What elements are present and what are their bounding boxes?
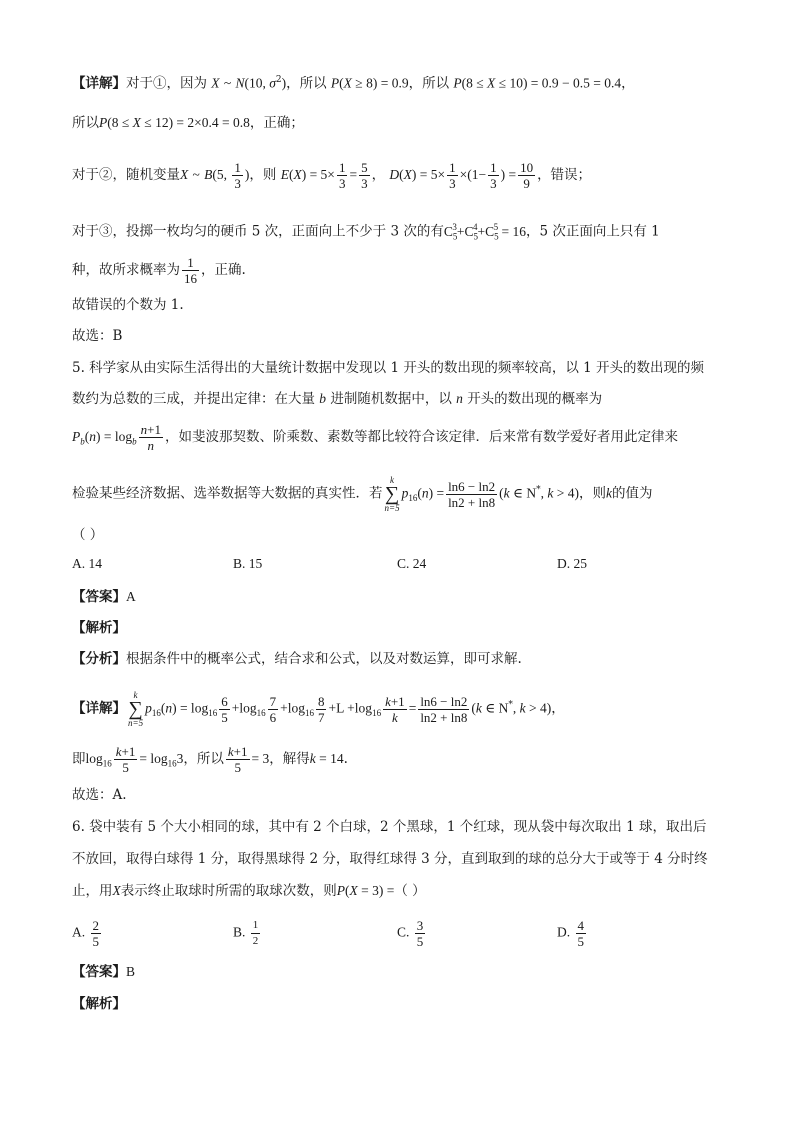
q5-choose: 故选：A.	[72, 787, 127, 803]
q5-fenxi: 【分析】根据条件中的概率公式，结合求和公式，以及对数运算，即可求解.	[72, 651, 522, 667]
q5-jiexi: 【解析】	[72, 620, 126, 636]
q5-line-4: 检验某些经济数据、选举数据等大数据的真实性．若 k ∑ n=5 $p_{16}(n)$ = $\frac{\ln 6 - \ln 2}{\ln 2 + \ln 8}$ (k ∈ N*, k > 4)，则k的值为	[72, 475, 653, 513]
detail-line-4: 对于③，投掷一枚均匀的硬币 5 次，正面向上不少于 3 次的有$C_5^3+C_5^4+C_5^5 = 16$，5 次正面向上只有 1	[72, 222, 660, 242]
q5-detail-1: 【详解】 k ∑ n=5 $p_{16}(n) = \log_{16}$ $\frac{6}{5}$ $+\log_{16}$ $\frac{7}{6}$ $+\log_{16}$ $\frac{8}{7}$ $+L +\log_{16}$ $\frac{k+1}{k}$ = $\frac{\ln 6 - \ln 2}{\ln 2 + \ln 8}$ (k ∈ N*, k > 4)，	[72, 690, 565, 728]
q5-line-2: 数约为总数的三成，并提出定律：在大量 b 进制随机数据中，以 n 开头的数出现的概率为	[72, 391, 603, 407]
detail-line-6: 故错误的个数为 1.	[72, 297, 184, 313]
q5-option-c: C. 24	[397, 556, 427, 571]
q6-line-1: 6. 袋中装有 5 个大小相同的球，其中有 2 个白球，2 个黑球，1 个红球，现从袋中每次取出 1 球，取出后	[72, 819, 707, 835]
q6-line-2: 不放回，取得白球得 1 分，取得黑球得 2 分，取得红球得 3 分，直到取到的球的总分大于或等于 4 分时终	[72, 851, 708, 867]
detail-line-5: 种，故所求概率为 $\frac{1}{16}$ ，正确.	[72, 255, 246, 286]
q6-option-b: B. $\frac{1}{2}$	[233, 919, 259, 947]
detail-line-1: 【详解】对于①，因为 X ~ N(10, $\sigma^2$)，所以 P(X ≥ 8) = 0.9，所以 P(8 ≤ X ≤ 10) = 0.9 − 0.5 = 0.4，	[72, 75, 635, 92]
detail-line-7: 故选：B	[72, 328, 123, 344]
detail-line-3: 对于②，随机变量X ~ B(5, $\frac{1}{3}$ )，则 E(X) = 5× $\frac{1}{3}$ = $\frac{5}{3}$ ， D(X) = 5× $\frac{1}{3}$ ×(1− $\frac{1}{3}$ ) = $\frac{10}{9}$ ，错误；	[72, 160, 592, 191]
q5-option-d: D. 25	[557, 556, 587, 571]
q5-answer: 【答案】A	[72, 589, 136, 605]
q6-answer: 【答案】B	[72, 964, 136, 980]
q5-line-1: 5. 科学家从由实际生活得出的大量统计数据中发现以 1 开头的数出现的频率较高，以 1 开头的数出现的频	[72, 360, 705, 376]
q6-option-c: C. $\frac{3}{5}$	[397, 918, 424, 949]
q5-option-b: B. 15	[233, 556, 263, 571]
q6-line-3: 止，用X表示终止取球时所需的取球次数，则P(X = 3) =（ ）	[72, 883, 426, 899]
detail-line-2: 所以P(8 ≤ X ≤ 12) = 2×0.4 = 0.8，正确；	[72, 115, 304, 131]
q5-detail-2: 即$\log_{16}$ $\frac{k+1}{5}$ = $\log_{16}3$，所以 $\frac{k+1}{5}$ = 3，解得k = 14.	[72, 744, 348, 775]
q6-option-d: D. $\frac{4}{5}$	[557, 918, 584, 949]
q5-paren: （ ）	[72, 527, 104, 543]
q5-option-a: A. 14	[72, 556, 102, 571]
q5-line-3: $P_b(n) = \log_b$ $\frac{n+1}{n}$ ，如斐波那契数、阶乘数、素数等都比较符合该定律．后来常有数学爱好者用此定律来	[72, 422, 678, 453]
q6-option-a: A. $\frac{2}{5}$	[72, 918, 99, 949]
q6-jiexi: 【解析】	[72, 996, 126, 1012]
